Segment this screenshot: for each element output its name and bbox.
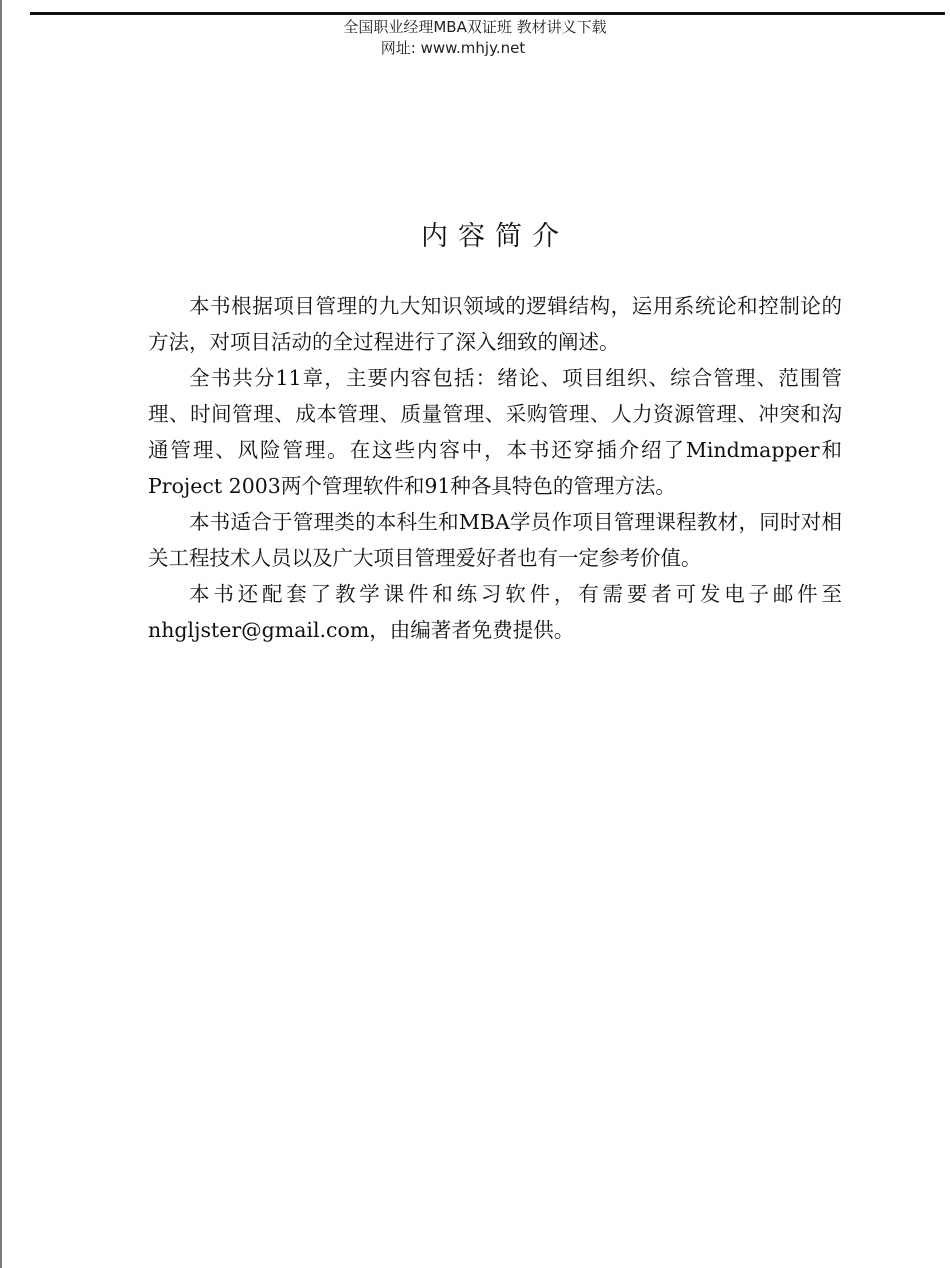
header-line-title: 全国职业经理MBA双证班 教材讲义下载 <box>343 18 607 36</box>
paragraph-audience: 本书适合于管理类的本科生和MBA学员作项目管理课程教材，同时对相关工程技术人员以及广大项目管理爱好者也有一定参考价值。 <box>148 510 842 570</box>
header-line-url: 网址: www.mhjy.net <box>380 39 526 57</box>
page-title: 内容简介 <box>421 221 569 252</box>
header-rule <box>30 12 945 15</box>
paragraph-overview: 本书根据项目管理的九大知识领域的逻辑结构，运用系统论和控制论的方法，对项目活动的全过程进行了深入细致的阐述。 <box>148 294 842 354</box>
paragraph-resources: 本书还配套了教学课件和练习软件，有需要者可发电子邮件至nhgljster@gmail.com，由编著者免费提供。 <box>148 582 842 642</box>
body-text <box>148 288 842 648</box>
page-header <box>0 17 950 59</box>
page-left-edge <box>0 0 2 1268</box>
paragraph-contents: 全书共分11章，主要内容包括：绪论、项目组织、综合管理、范围管理、时间管理、成本管理、质量管理、采购管理、人力资源管理、冲突和沟通管理、风险管理。在这些内容中，本书还穿插介绍了Mindmapper和Project 2003两个管理软件和91种各具特色的管理方法。 <box>148 366 842 498</box>
